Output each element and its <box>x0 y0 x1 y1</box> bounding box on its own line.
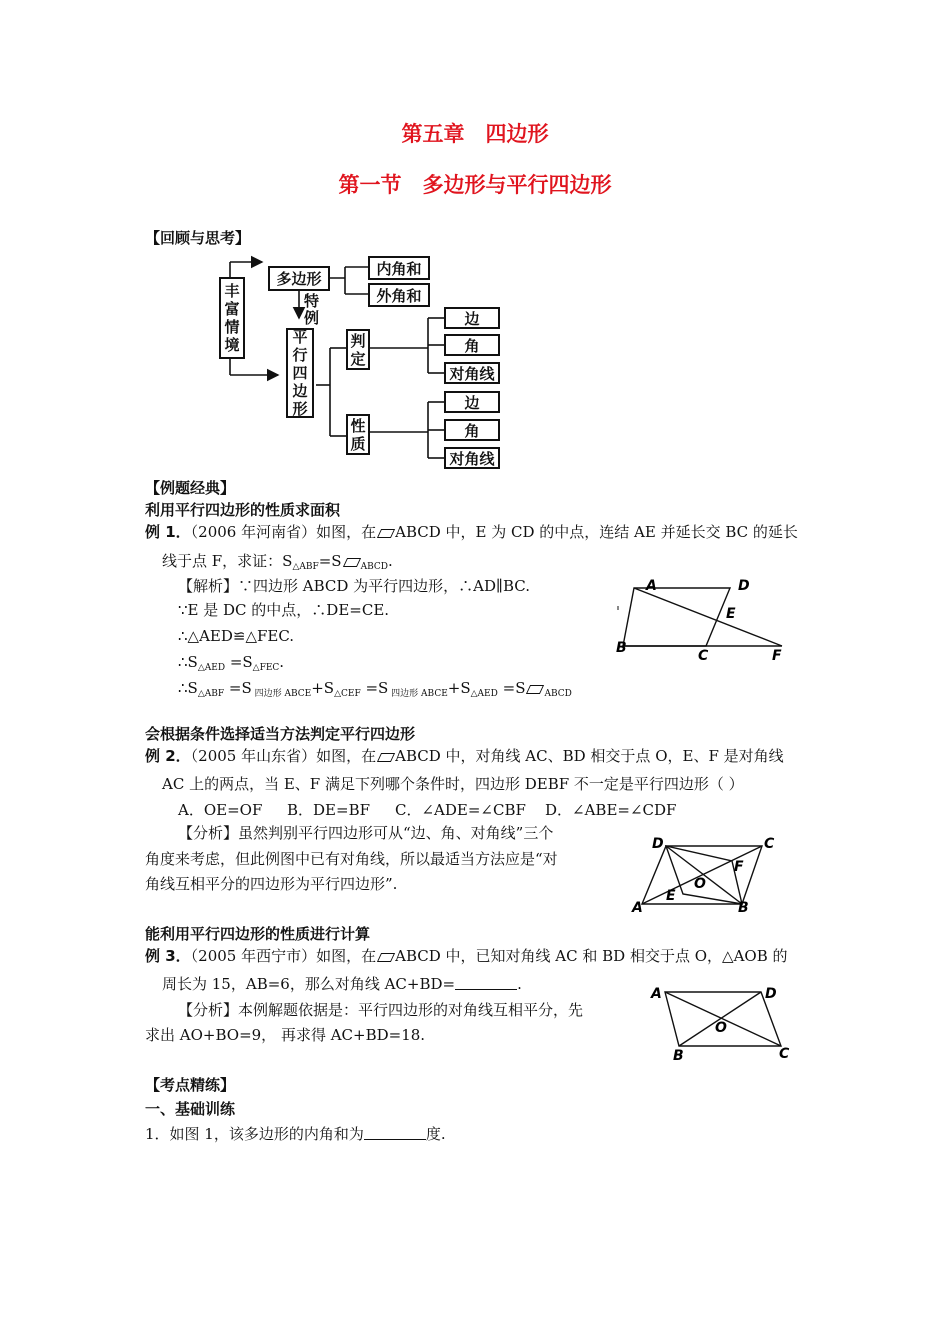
para-char: 行 <box>292 346 308 364</box>
polygon-box: 多边形 <box>268 266 330 291</box>
sol-text: =S <box>497 679 526 697</box>
figure-2 <box>628 834 788 914</box>
chapter-title: 第五章 四边形 <box>401 122 549 146</box>
property-char: 质 <box>350 434 366 453</box>
ex1-line2 <box>162 551 393 577</box>
fig1-label-d: D <box>738 578 750 594</box>
ex2-option-c: C．∠ADE=∠CBF <box>395 801 526 819</box>
ex2-analysis-2: 角度来考虑，但此例图中已有对角线，所以最适当方法应是“对 <box>145 850 558 868</box>
basic-training-heading: 一、基础训练 <box>145 1100 236 1118</box>
ex3-text: （2005 年西宁市）如图，在 <box>190 947 377 965</box>
ex1-text: =S <box>318 552 342 570</box>
ex3-text: . <box>517 975 522 993</box>
answer-blank[interactable] <box>455 975 517 990</box>
parallelogram-icon <box>377 953 395 962</box>
rich-char: 情 <box>224 318 240 336</box>
ex2-option-a: A．OE=OF <box>178 801 263 819</box>
ex1-solution-1: 【解析】∵四边形 ABCD 为平行四边形，∴AD∥BC. <box>178 577 530 595</box>
ex2-line2: AC 上的两点，当 E、F 满足下列哪个条件时，四边形 DEBF 不一定是平行四边形（ ） <box>162 775 744 793</box>
fig3-label-d: D <box>765 986 777 1002</box>
subscript: △ABF <box>197 689 225 699</box>
q1-text: 度. <box>425 1125 446 1143</box>
fig2-label-c: C <box>764 836 775 852</box>
fig1-label-f: F <box>772 648 782 664</box>
fig3-diagonal-bd <box>679 992 761 1046</box>
ex2-option-b: B．DE=BF <box>287 801 370 819</box>
fig3-label-b: B <box>673 1048 684 1060</box>
fig1-parallelogram <box>623 588 730 646</box>
property-box <box>346 414 370 455</box>
fig1-label-a: A <box>646 578 657 594</box>
property-char: 性 <box>350 416 366 435</box>
ex1-text: ABCD 中，E 为 CD 的中点，连结 AE 并延长交 BC 的延长 <box>395 523 798 541</box>
fig3-label-a: A <box>651 986 662 1002</box>
concept-diagram <box>0 0 950 480</box>
topic-3-heading: 能利用平行四边形的性质进行计算 <box>145 925 371 943</box>
subscript: ABCD <box>360 562 388 572</box>
ex3-label: 例 3． <box>145 947 191 965</box>
subscript: △ABF <box>292 562 319 572</box>
ex2-label: 例 2． <box>145 747 191 765</box>
ex3-analysis-2: 求出 AO+BO=9， 再求得 AC+BD=18. <box>145 1026 426 1044</box>
judge-diagonal-box: 对角线 <box>444 362 500 384</box>
ex3-text: ABCD 中，已知对角线 AC 和 BD 相交于点 O，△AOB 的 <box>395 947 788 965</box>
judge-box <box>346 329 370 370</box>
fig2-label-o: O <box>694 876 706 892</box>
rich-context-box <box>219 277 245 359</box>
exterior-angle-box: 外角和 <box>368 283 430 307</box>
ex1-text: （2006 年河南省）如图，在 <box>190 523 377 541</box>
sol-text: ∴S <box>178 653 198 671</box>
special-char: 例 <box>304 309 320 327</box>
judge-angle-box: 角 <box>444 334 500 356</box>
subscript: △CEF <box>334 689 361 699</box>
ex1-text: 线于点 F，求证：S <box>162 552 293 570</box>
figure-3 <box>645 980 795 1060</box>
para-char: 平 <box>292 328 308 346</box>
fig3-label-c: C <box>779 1046 790 1060</box>
examples-heading: 【例题经典】 <box>145 479 236 497</box>
ex3-line2 <box>162 974 522 994</box>
q1-text: 1．如图 1，该多边形的内角和为 <box>145 1125 364 1143</box>
subscript: 四边形 ABCE <box>251 689 312 699</box>
subscript: 四边形 ABCE <box>388 689 448 699</box>
special-case-label <box>304 293 319 327</box>
para-char: 四 <box>292 364 308 382</box>
ex1-solution-4 <box>178 652 284 678</box>
subscript: ABCD <box>544 689 572 699</box>
subscript: △AED <box>197 663 226 673</box>
parallelogram-icon <box>377 529 395 538</box>
judge-char: 判 <box>350 331 366 350</box>
review-heading: 【回顾与思考】 <box>145 229 251 247</box>
property-side-box: 边 <box>444 391 500 413</box>
special-char: 特 <box>304 292 320 310</box>
ex2-line1 <box>145 746 784 766</box>
para-char: 形 <box>292 400 308 418</box>
ex3-text: 周长为 15，AB=6，那么对角线 AC+BD= <box>162 975 456 993</box>
practice-heading: 【考点精练】 <box>145 1076 236 1094</box>
sol-text: +S <box>311 679 335 697</box>
sol-text: =S <box>224 679 252 697</box>
parallelogram-box <box>286 328 314 418</box>
topic-2-heading: 会根据条件选择适当方法判定平行四边形 <box>145 725 416 743</box>
interior-angle-box: 内角和 <box>368 256 430 280</box>
fig2-label-f: F <box>734 859 744 875</box>
subscript: △AED <box>470 689 498 699</box>
ex2-analysis-1: 【分析】虽然判别平行四边形可从“边、角、对角线”三个 <box>178 824 554 842</box>
fig2-label-a: A <box>632 900 643 914</box>
judge-char: 定 <box>350 349 366 368</box>
figure-1 <box>610 576 795 666</box>
fig1-label-b: B <box>616 640 627 656</box>
ex1-label: 例 1． <box>145 523 191 541</box>
ex2-option-d: D．∠ABE=∠CDF <box>545 801 677 819</box>
fig2-label-d: D <box>652 836 664 852</box>
fig1-line-af <box>634 588 782 646</box>
ex1-solution-2: ∵E 是 DC 的中点，∴DE=CE. <box>178 601 390 619</box>
parallelogram-icon <box>526 685 544 694</box>
judge-side-box: 边 <box>444 307 500 329</box>
sol-text: =S <box>360 679 389 697</box>
property-angle-box: 角 <box>444 419 500 441</box>
fig1-label-e: E <box>726 606 736 622</box>
ex1-text: . <box>387 552 393 570</box>
para-char: 边 <box>292 382 308 400</box>
section-title: 第一节 多边形与平行四边形 <box>338 173 612 197</box>
sol-text: =S <box>225 653 253 671</box>
ex1-line1 <box>145 522 798 542</box>
ex2-text: （2005 年山东省）如图，在 <box>190 747 377 765</box>
fig2-label-e: E <box>666 888 676 904</box>
ex2-text: ABCD 中，对角线 AC、BD 相交于点 O，E、F 是对角线 <box>395 747 784 765</box>
ex1-solution-3: ∴△AED≌△FEC. <box>178 627 295 645</box>
fig3-label-o: O <box>715 1020 727 1036</box>
topic-1-heading: 利用平行四边形的性质求面积 <box>145 501 341 519</box>
sol-text: +S <box>447 679 471 697</box>
ex2-analysis-3: 角线互相平分的四边形为平行四边形”. <box>145 875 398 893</box>
answer-blank[interactable] <box>364 1125 426 1140</box>
fig2-label-b: B <box>738 900 749 914</box>
fig1-label-c: C <box>698 648 709 664</box>
rich-char: 境 <box>224 336 240 354</box>
property-diagonal-box: 对角线 <box>444 447 500 469</box>
ex1-solution-5 <box>178 678 572 704</box>
sol-text: . <box>279 653 285 671</box>
sol-text: ∴S <box>178 679 198 697</box>
parallelogram-icon <box>377 753 395 762</box>
rich-char: 富 <box>224 300 240 318</box>
rich-char: 丰 <box>224 282 240 300</box>
question-1 <box>145 1124 446 1144</box>
ex3-analysis-1: 【分析】本例解题依据是：平行四边形的对角线互相平分，先 <box>178 1001 584 1019</box>
ex3-line1 <box>145 946 788 966</box>
subscript: △FEC <box>252 663 280 673</box>
parallelogram-icon <box>342 558 360 567</box>
